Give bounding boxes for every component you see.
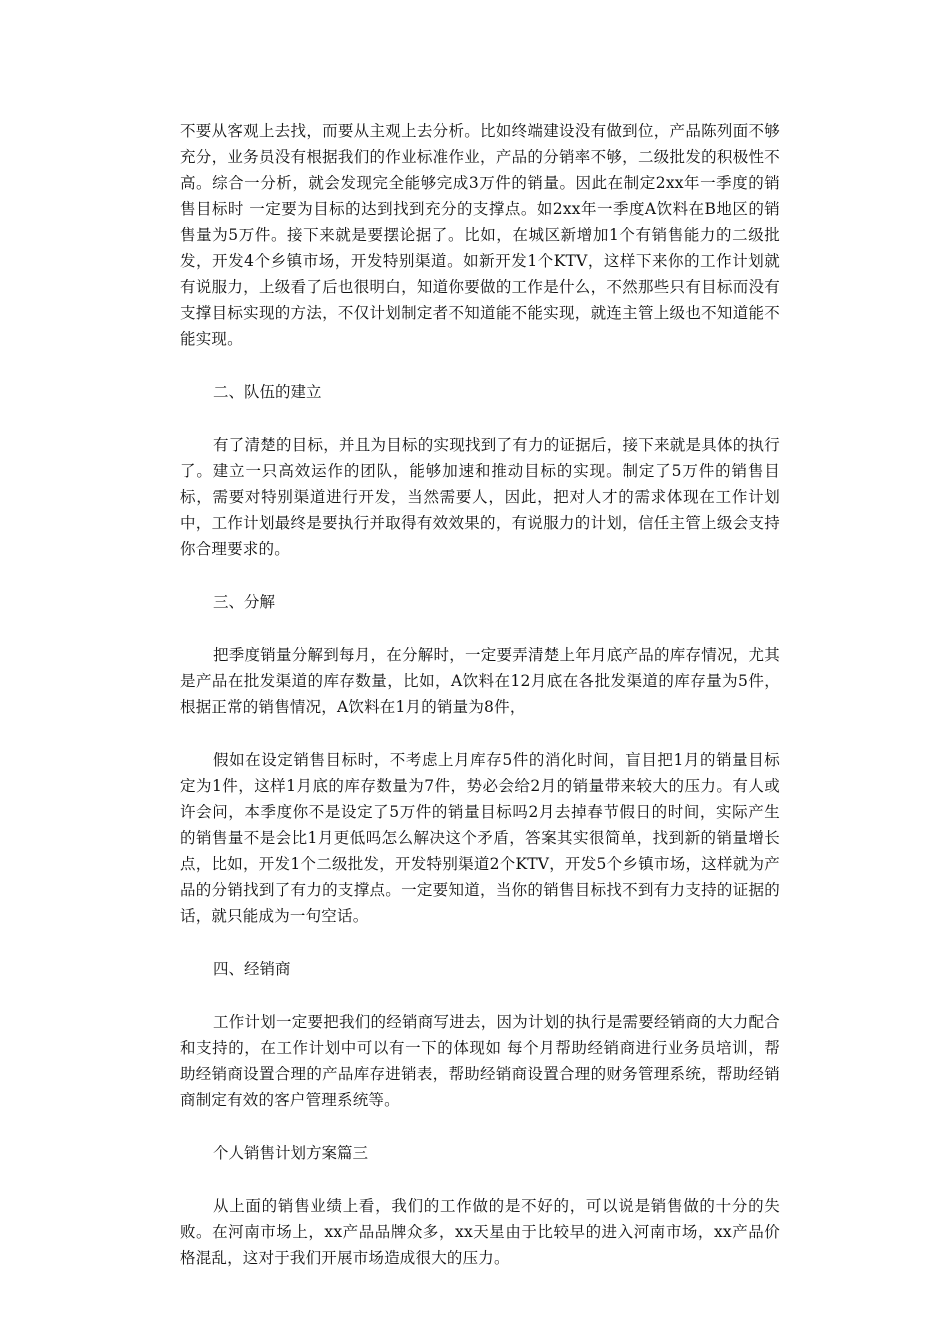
spacer xyxy=(180,720,780,747)
section-heading-dealer: 四、经销商 xyxy=(213,960,291,978)
spacer xyxy=(180,562,780,589)
section-heading-plan-three: 个人销售计划方案篇三 xyxy=(213,1144,369,1162)
paragraph-sales-review: 从上面的销售业绩上看，我们的工作做的是不好的，可以说是销售做的十分的失败。在河南市场上，xx产品品牌众多，xx天星由于比较早的进入河南市场，xx产品价格混乱，这对于我们开展市场造成很大的压力。 xyxy=(180,1197,780,1267)
paragraph-breakdown: 把季度销量分解到每月，在分解时，一定要弄清楚上年月底产品的库存情况，尤其是产品在批发渠道的库存数量，比如，A饮料在12月底在各批发渠道的库存量为5件，根据正常的销售情况，A饮料在1月的销量为8件， xyxy=(180,646,780,716)
spacer xyxy=(180,1113,780,1140)
spacer xyxy=(180,982,780,1009)
spacer xyxy=(180,405,780,432)
section-heading-team: 二、队伍的建立 xyxy=(213,383,322,401)
document-page xyxy=(180,118,780,1271)
paragraph-inventory: 假如在设定销售目标时，不考虑上月库存5件的消化时间，盲目把1月的销量目标定为1件，这样1月底的库存数量为7件，势必会给2月的销量带来较大的压力。有人或许会问，本季度你不是设定了5万件的销量目标吗2月去掉春节假日的时间，实际产生的销售量不是会比1月更低吗怎么解决这个矛盾，答案其实很简单，找到新的销量增长点，比如，开发1个二级批发，开发特别渠道2个KTV，开发5个乡镇市场，这样就为产品的分销找到了有力的支撑点。一定要知道，当你的销售目标找不到有力支持的证据的话，就只能成为一句空话。 xyxy=(180,751,780,925)
paragraph-team: 有了清楚的目标，并且为目标的实现找到了有力的证据后，接下来就是具体的执行了。建立一只高效运作的团队，能够加速和推动目标的实现。制定了5万件的销售目标，需要对特别渠道进行开发，当然需要人，因此，把对人才的需求体现在工作计划中，工作计划最终是要执行并取得有效效果的，有说服力的计划，信任主管上级会支持你合理要求的。 xyxy=(180,436,780,558)
section-heading-breakdown: 三、分解 xyxy=(213,593,276,611)
spacer xyxy=(180,352,780,379)
spacer xyxy=(180,929,780,956)
spacer xyxy=(180,615,780,642)
paragraph-goal-support: 不要从客观上去找，而要从主观上去分析。比如终端建设没有做到位，产品陈列面不够充分，业务员没有根据我们的作业标准作业，产品的分销率不够，二级批发的积极性不高。综合一分析，就会发现完全能够完成3万件的销量。因此在制定2xx年一季度的销售目标时 一定要为目标的达到找到充分的支撑点。如2xx年一季度A饮料在B地区的销售量为5万件。接下来就是要摆论据了。比如，在城区新增加1个有销售能力的二级批发，开发4个乡镇市场，开发特别渠道。如新开发1个KTV，这样下来你的工作计划就有说服力，上级看了后也很明白，知道你要做的工作是什么，不然那些只有目标而没有支撑目标实现的方法，不仅计划制定者不知道能不能实现，就连主管上级也不知道能不能实现。 xyxy=(180,122,780,348)
spacer xyxy=(180,1166,780,1193)
paragraph-dealer: 工作计划一定要把我们的经销商写进去，因为计划的执行是需要经销商的大力配合和支持的，在工作计划中可以有一下的体现如 每个月帮助经销商进行业务员培训，帮助经销商设置合理的产品库存进销表，帮助经销商设置合理的财务管理系统，帮助经销商制定有效的客户管理系统等。 xyxy=(180,1013,780,1109)
